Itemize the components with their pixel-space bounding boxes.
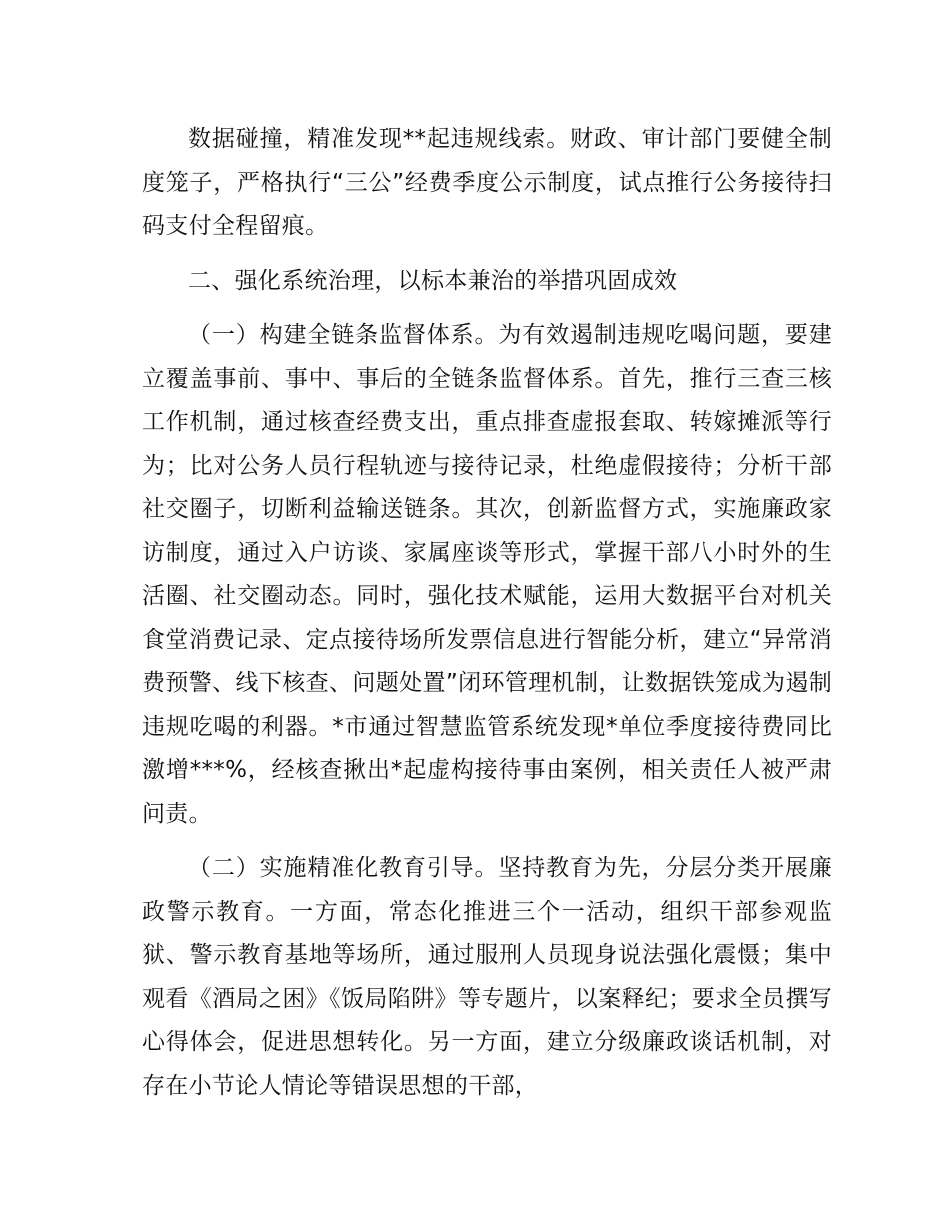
- section-heading: 二、强化系统治理，以标本兼治的举措巩固成效: [188, 267, 678, 294]
- paragraph-education-guidance: （二）实施精准化教育引导。坚持教育为先，分层分类开展廉政警示教育。一方面，常态化推进三个一活动，组织干部参观监狱、警示教育基地等场所，通过服刑人员现身说法强化震慑；集中观看《酒局之困》《饭局陷阱》等专题片，以案释纪；要求全员撰写心得体会，促进思想转化。另一方面，建立分级廉政谈话机制，对存在小节论人情论等错误思想的干部，: [142, 855, 832, 1099]
- document-body: [142, 118, 832, 1108]
- paragraph-continuation: 数据碰撞，精准发现**起违规线索。财政、审计部门要健全制度笼子，严格执行“三公”经费季度公示制度，试点推行公务接待扫码支付全程留痕。: [142, 126, 832, 239]
- paragraph-supervision-system: （一）构建全链条监督体系。为有效遏制违规吃喝问题，要建立覆盖事前、事中、事后的全链条监督体系。首先，推行三查三核工作机制，通过核查经费支出，重点排查虚报套取、转嫁摊派等行为；比对公务人员行程轨迹与接待记录，杜绝虚假接待；分析干部社交圈子，切断利益输送链条。其次，创新监督方式，实施廉政家访制度，通过入户访谈、家属座谈等形式，掌握干部八小时外的生活圈、社交圈动态。同时，强化技术赋能，运用大数据平台对机关食堂消费记录、定点接待场所发票信息进行智能分析，建立“异常消费预警、线下核查、问题处置”闭环管理机制，让数据铁笼成为遏制违规吃喝的利器。*市通过智慧监管系统发现*单位季度接待费同比激增***%，经核查揪出*起虚构接待事由案例，相关责任人被严肃问责。: [142, 322, 832, 827]
